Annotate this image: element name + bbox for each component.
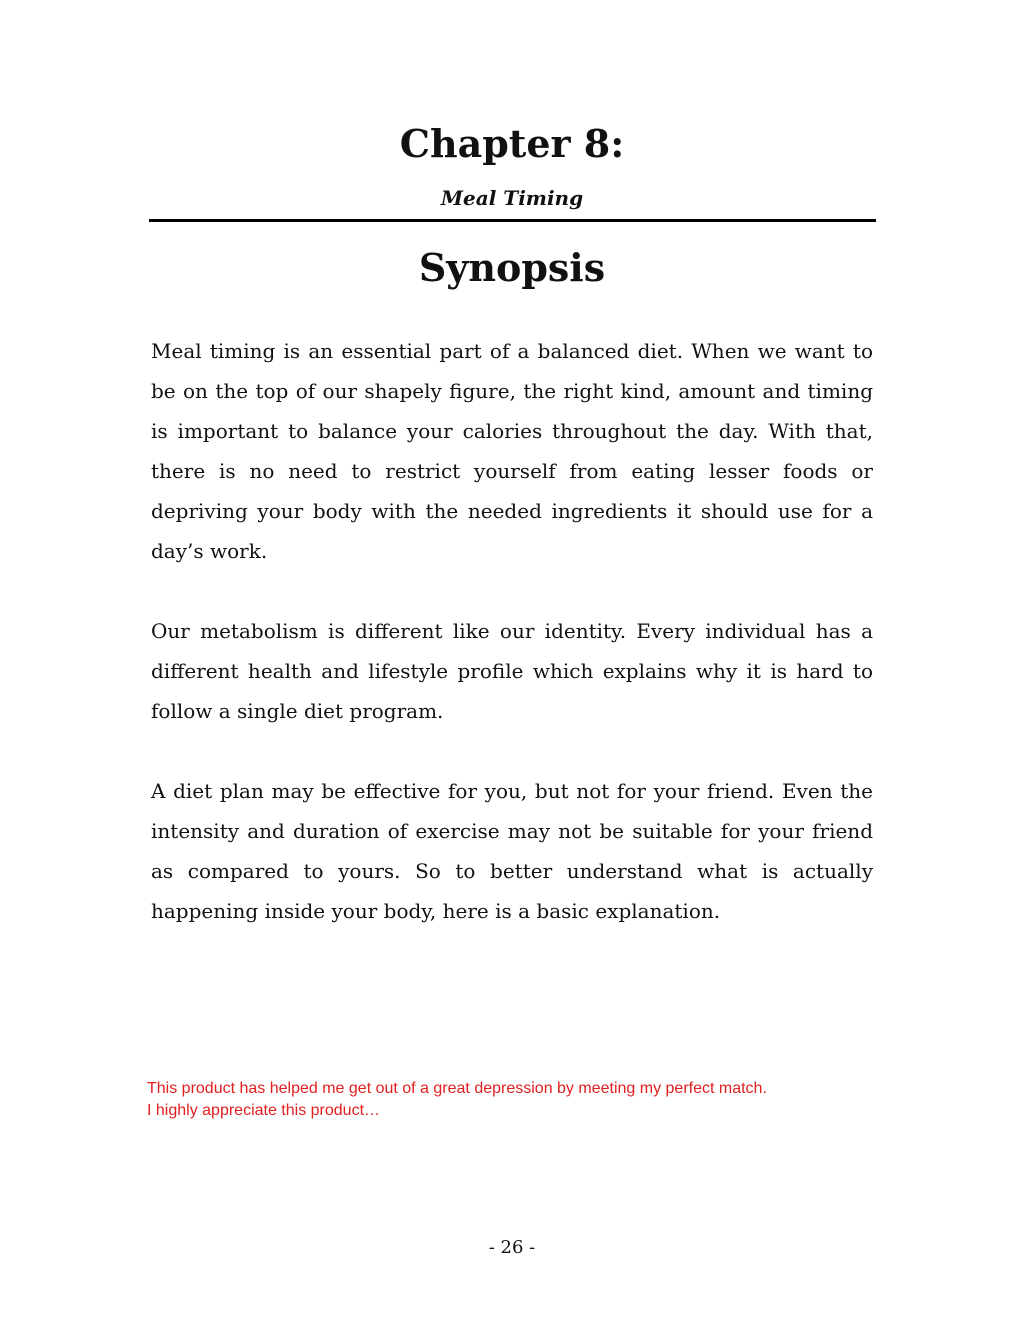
promo-testimonial (147, 1078, 887, 1122)
body-text (151, 331, 873, 971)
promo-line-2: I highly appreciate this product… (147, 1102, 381, 1119)
paragraph-3: A diet plan may be effective for you, but not for your friend. Even the intensity and duration of exercise may not be suitable for your friend as compared to yours. So to better understand what is actually happening inside your body, here is a basic explanation. (151, 779, 873, 923)
section-title: Synopsis (418, 245, 606, 290)
promo-line-1: This product has helped me get out of a great depression by meeting my perfect match. (147, 1080, 767, 1097)
paragraph-1: Meal timing is an essential part of a balanced diet. When we want to be on the top of our shapely figure, the right kind, amount and timing is important to balance your calories throughout the day. With that, there is no need to restrict yourself from eating lesser foods or depriving your body with the needed ingredients it should use for a day’s work. (151, 339, 873, 563)
paragraph-2: Our metabolism is different like our identity. Every individual has a different health and lifestyle profile which explains why it is hard to follow a single diet program. (151, 619, 873, 723)
chapter-title: Chapter 8: (399, 121, 625, 166)
page-number: - 26 - (488, 1237, 536, 1258)
chapter-subtitle: Meal Timing (440, 186, 584, 210)
horizontal-divider (149, 219, 876, 222)
